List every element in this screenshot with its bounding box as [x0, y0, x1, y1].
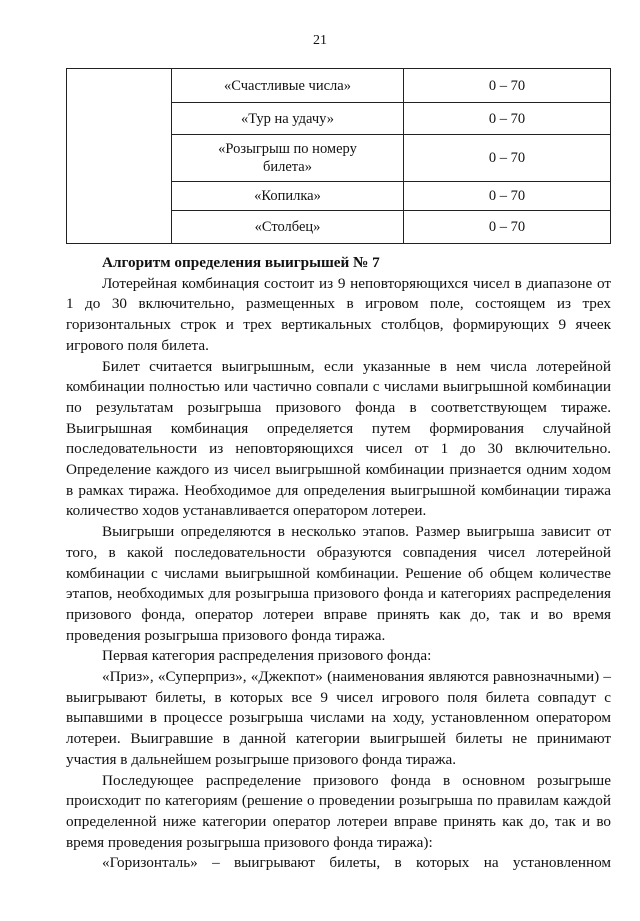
- category-range-cell: 0 – 70: [404, 103, 611, 135]
- paragraph: «Горизонталь» – выигрывают билеты, в которых на установленном: [102, 854, 611, 872]
- section-heading: Алгоритм определения выигрышей № 7: [102, 254, 380, 271]
- page-number: 21: [313, 33, 327, 48]
- category-name-cell: [172, 135, 404, 182]
- category-name-cell: «Счастливые числа»: [172, 69, 404, 103]
- paragraph: Первая категория распределения призового фонда:: [102, 647, 432, 665]
- prize-category-table: [66, 68, 611, 244]
- category-range-cell: 0 – 70: [404, 211, 611, 244]
- paragraph: Билет считается выигрышным, если указанные в нем числа лотерейной комбинации полностью или частично совпали с числами выигрышной комбинации по результатам розыгрыша призового фонда в соответствующем тираже. Выигрышная комбинация определяется путем формирования случайной последовательности из неповторяющихся чисел от 1 до 30 включительно. Определение каждого из чисел выигрышной комбинации признается одним ходом в рамках тиража. Необходимое для определения выигрышной комбинации тиража количество ходов устанавливается оператором лотереи.: [66, 357, 611, 520]
- category-name-cell: «Столбец»: [172, 211, 404, 244]
- category-range-cell: 0 – 70: [404, 182, 611, 211]
- table-empty-cell: [67, 69, 172, 244]
- category-range-cell: 0 – 70: [404, 69, 611, 103]
- paragraph: «Приз», «Суперприз», «Джекпот» (наименования являются равнозначными) – выигрывают билеты, в которых все 9 чисел игрового поля билета совпадут с выпавшими в процессе розыгрыша числами на ходу, установленном оператором лотереи. Выигравшие в данной категории выигрышей билеты не принимают участия в дальнейшем розыгрыше призового фонда тиража.: [66, 668, 611, 768]
- table-row: [67, 69, 611, 103]
- paragraph: Лотерейная комбинация состоит из 9 неповторяющихся чисел в диапазоне от 1 до 30 включительно, размещенных в игровом поле, состоящем из трех горизонтальных строк и трех вертикальных столбцов, формирующих 9 ячеек игрового поля билета.: [66, 274, 611, 354]
- category-range-cell: 0 – 70: [404, 135, 611, 182]
- category-name-cell: «Копилка»: [172, 182, 404, 211]
- paragraph: Последующее распределение призового фонда в основном розыгрыше происходит по категориям (решение о проведении розыгрыша по правилам каждой определенной ниже категории оператор лотереи вправе принять как до, так и во время проведения розыгрыша призового фонда тиража):: [66, 771, 611, 851]
- document-body: [66, 253, 611, 874]
- category-name-cell: «Тур на удачу»: [172, 103, 404, 135]
- paragraph: Выигрыши определяются в несколько этапов. Размер выигрыша зависит от того, в какой последовательности образуются совпадения чисел лотерейной комбинации с числами выигрышной комбинации. Решение об общем количестве этапов, необходимых для розыгрыша призового фонда и категориях распределения призового фонда, оператор лотереи вправе принять как до, так и во время проведения розыгрыша призового фонда тиража.: [66, 523, 611, 644]
- category-name-text: «Розыгрыш по номеру билета»: [218, 141, 357, 175]
